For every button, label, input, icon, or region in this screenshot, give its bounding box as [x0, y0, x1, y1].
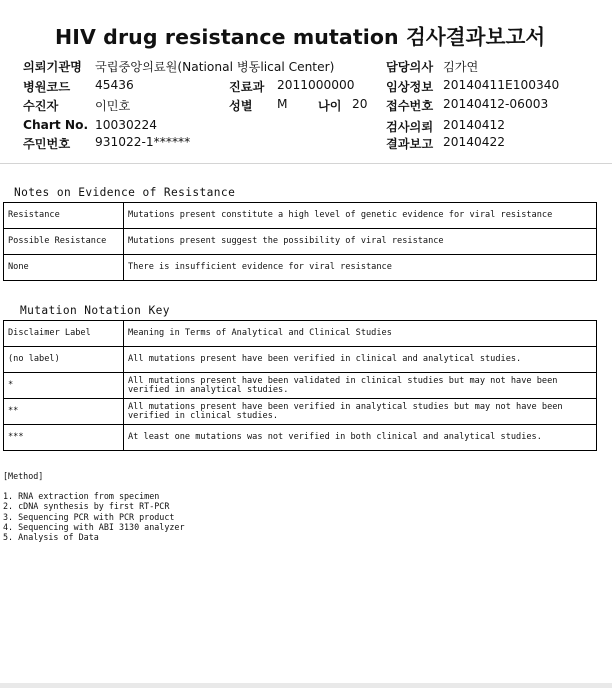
- mutation-key-header-label: Disclaimer Label: [4, 321, 124, 347]
- chart-no-value: 10030224: [95, 118, 158, 132]
- notes-row-text: Mutations present suggest the possibility of viral resistance: [124, 229, 597, 255]
- page-bottom-edge: [0, 683, 612, 688]
- notes-row-label: None: [4, 255, 124, 281]
- notes-row-label: Resistance: [4, 203, 124, 229]
- test-request-value: 20140412: [443, 118, 506, 132]
- method-step: 4. Sequencing with ABI 3130 analyzer: [3, 521, 185, 532]
- receipt-number-label: 접수번호: [386, 99, 434, 113]
- result-report-label: 결과보고: [386, 137, 434, 151]
- resident-number-value: 931022-1******: [95, 135, 191, 149]
- result-report-value: 20140422: [443, 135, 506, 149]
- header-divider: [0, 163, 612, 164]
- mutation-key-header-row: [4, 321, 597, 347]
- patient-value: 이민호: [95, 99, 131, 113]
- test-request-label: 검사의뢰: [386, 120, 434, 134]
- mutation-key-row: [4, 399, 597, 425]
- notes-row: [4, 255, 597, 281]
- mutation-key-row: [4, 373, 597, 399]
- sex-value: M: [277, 97, 288, 111]
- attending-doctor-label: 담당의사: [386, 60, 434, 74]
- clinical-info-label: 임상정보: [386, 80, 434, 94]
- method-step: 3. Sequencing PCR with PCR product: [3, 511, 175, 522]
- age-value: 20: [352, 97, 368, 111]
- notes-row-text: There is insufficient evidence for viral resistance: [124, 255, 597, 281]
- age-label: 나이: [318, 99, 342, 113]
- method-title: [Method]: [3, 471, 44, 481]
- mutation-key-row-text: All mutations present have been verified in analytical studies but may not have been verified in clinical studies.: [124, 399, 597, 425]
- hospital-code-value: 45436: [95, 78, 134, 92]
- method-step: 1. RNA extraction from specimen: [3, 491, 160, 501]
- requesting-institution-value: 국립중앙의료원(National 병동lical Center): [95, 60, 335, 74]
- mutation-key-row-label: *: [4, 373, 124, 399]
- patient-label: 수진자: [23, 99, 59, 113]
- receipt-number-value: 20140412-06003: [443, 97, 549, 111]
- mutation-key-row-label: **: [4, 399, 124, 425]
- mutation-key-row-label: ***: [4, 425, 124, 451]
- method-steps: [3, 491, 185, 542]
- department-label: 진료과: [229, 80, 265, 94]
- attending-doctor-value: 김가연: [443, 60, 479, 74]
- mutation-key-row-text: All mutations present have been validated in clinical studies but may not have been verified in analytical studies.: [124, 373, 597, 399]
- report-title: HIV drug resistance mutation 검사결과보고서: [55, 25, 546, 49]
- chart-no-label: Chart No.: [23, 118, 89, 132]
- method-step: 2. cDNA synthesis by first RT-PCR: [3, 501, 170, 512]
- notes-row-text: Mutations present constitute a high level of genetic evidence for viral resistance: [124, 203, 597, 229]
- notes-row: [4, 203, 597, 229]
- mutation-key-row-text: All mutations present have been verified in clinical and analytical studies.: [124, 347, 597, 373]
- method-step: 5. Analysis of Data: [3, 532, 99, 543]
- notes-section-title: Notes on Evidence of Resistance: [14, 186, 236, 199]
- department-value: 2011000000: [277, 78, 355, 92]
- mutation-key-section-title: Mutation Notation Key: [20, 304, 170, 317]
- notes-row: [4, 229, 597, 255]
- sex-label: 성별: [229, 99, 253, 113]
- mutation-key-table: [3, 320, 597, 451]
- notes-row-label: Possible Resistance: [4, 229, 124, 255]
- clinical-info-value: 20140411E100340: [443, 78, 560, 92]
- mutation-key-row: [4, 425, 597, 451]
- mutation-key-header-text: Meaning in Terms of Analytical and Clinical Studies: [124, 321, 597, 347]
- notes-table: [3, 202, 597, 281]
- mutation-key-row-label: (no label): [4, 347, 124, 373]
- hospital-code-label: 병원코드: [23, 80, 71, 94]
- resident-number-label: 주민번호: [23, 137, 71, 151]
- mutation-key-row-text: At least one mutations was not verified in both clinical and analytical studies.: [124, 425, 597, 451]
- mutation-key-row: [4, 347, 597, 373]
- requesting-institution-label: 의뢰기관명: [23, 60, 82, 74]
